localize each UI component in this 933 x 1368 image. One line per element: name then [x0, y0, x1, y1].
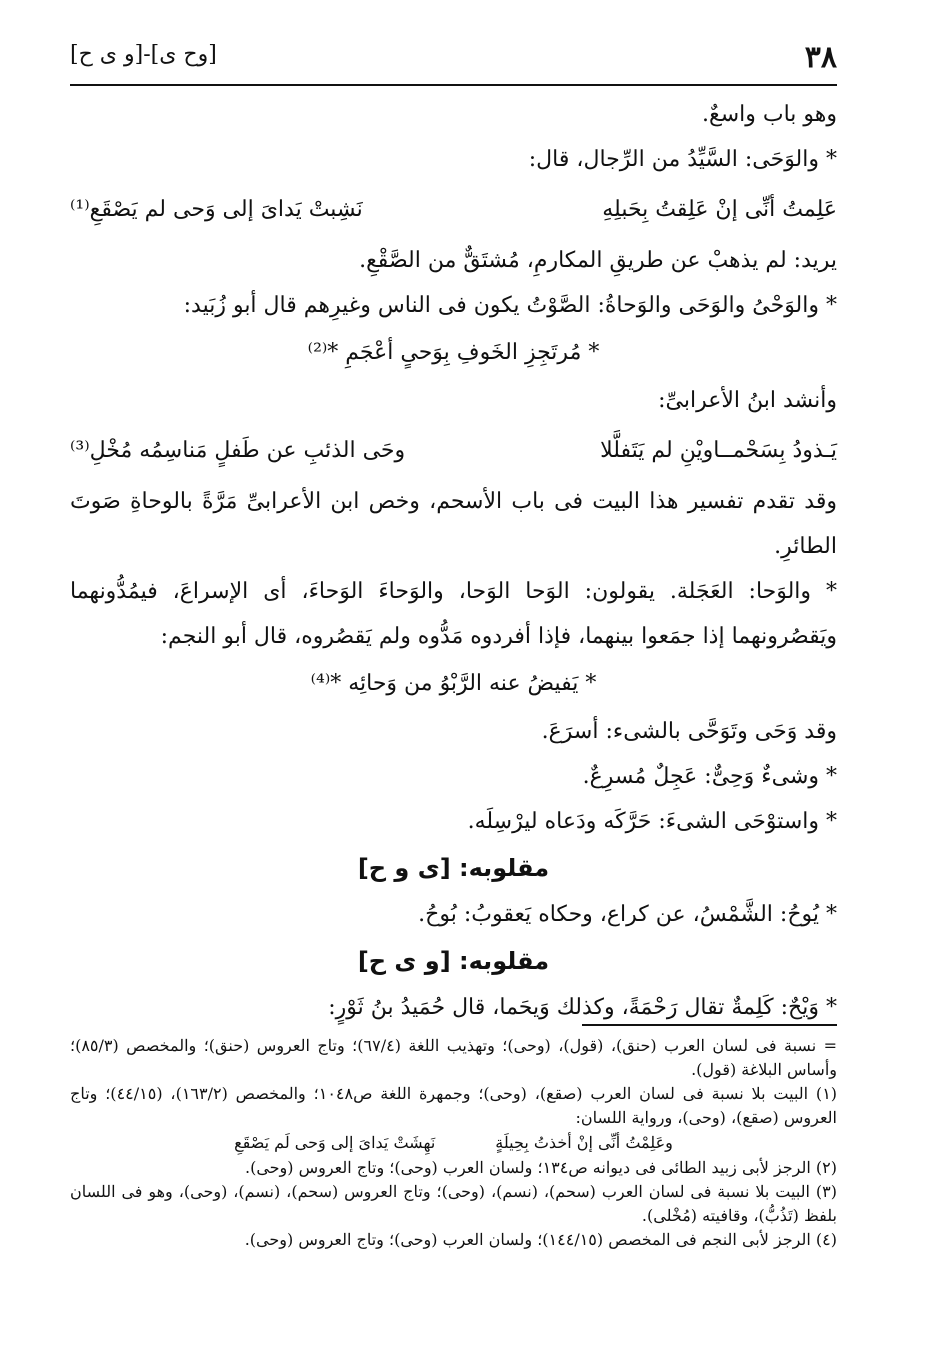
- entry-line: * وَيْحٌ: كَلِمةٌ تقال رَحْمَةً، وكذلك وَيحَما، قال حُمَيدُ بنُ ثَوْرٍ:: [328, 995, 837, 1020]
- entry-paragraph: * والوَحا: العَجَلة. يقولون: الوَحا الوَحا، والوَحاءَ الوَحاءَ، أى الإسراعَ، فيمُدُّونهما ويَقصُرونهما إذا جمَعوا بينهما، فإذا أفردوه مَدُّوه ولم يَقصُروه، قال أبو النجم:: [70, 579, 837, 649]
- entry-line: * وشىءٌ وَحِىٌّ: عَجِلٌ مُسرِعٌ.: [582, 764, 837, 789]
- verse-first-hemistich: يَـذودُ بِسَحْمــاويْنِ لم يَتَفلَّلا: [600, 438, 837, 463]
- entry-line: * والوَحْىُ والوَحَى والوَحاةُ: الصَّوْتُ يكون فى الناس وغيرِهم قال أبو زُبَيد:: [183, 293, 837, 318]
- text-line: وأنشد ابنُ الأعرابىِّ:: [658, 388, 837, 413]
- text-paragraph: وقد تقدم تفسير هذا البيت فى باب الأسحم، وخص ابن الأعرابىِّ مَرَّةً بالوحاةِ صَوتَ الطائرِ.: [70, 489, 837, 559]
- verse-line: [70, 423, 837, 479]
- rajaz-line: * مُرتَجِزِ الخَوفِ بِوَحىٍ أعْجَمِ *⁽²⁾: [307, 340, 600, 365]
- rajaz-line: * يَفيضُ عنه الرَّبْوُ من وَحائِه *⁽⁴⁾: [310, 671, 597, 696]
- footnote-1: (١) البيت بلا نسبة فى لسان العرب (صقع)، (وحى)؛ وجمهرة اللغة ص١٠٤٨؛ والمخصص (١٦٣/٢)، (٤٤/١٥)؛ وتاج العروس (صقع)، (وحى)، ورواية اللسان:: [70, 1084, 838, 1127]
- text-line: وقد وَحَى وتَوَحَّى بالشىء: أسرَعَ.: [541, 719, 837, 744]
- entry-line: * واستوْحَى الشىءَ: حَرَّكَه ودَعاه ليرْسِلَه.: [467, 809, 837, 834]
- footnote-verse-second: نَهِشَتْ يَداىَ إلى وَحى لَم يَصْقَعِ: [234, 1133, 436, 1152]
- footnote-verse: [70, 1130, 837, 1156]
- footnotes: [70, 1034, 837, 1252]
- main-text: [70, 92, 837, 1030]
- page-number: ٣٨: [804, 40, 837, 75]
- footnote-rule: [582, 1024, 837, 1026]
- footnote-4: (٤) الرجز لأبى النجم فى المخصص (١٤٤/١٥)؛ ولسان العرب (وحى)؛ وتاج العروس (وحى).: [244, 1230, 837, 1249]
- verse-second-hemistich: وحَى الذئبِ عن طَفلٍ مَناسِمُه مُخْلِ⁽³⁾: [70, 438, 406, 463]
- running-head: [وح ى]-[و ى ح]: [70, 42, 217, 67]
- entry-line: * يُوحُ: الشَّمْسُ، عن كراع، وحكاه يَعقوبُ: بُوحُ.: [418, 902, 837, 927]
- page-header: [70, 40, 837, 80]
- footnote-2: (٢) الرجز لأبى زبيد الطائى فى ديوانه ص١٣٤؛ ولسان العرب (وحى)؛ وتاج العروس (وحى).: [244, 1158, 837, 1177]
- text-line: وهو باب واسعٌ.: [702, 102, 837, 127]
- header-rule: [70, 84, 837, 86]
- section-heading: مقلوبه: [ى و ح]: [357, 854, 550, 882]
- verse-line: [70, 182, 837, 238]
- verse-second-hemistich: نَشِبتْ يَداىَ إلى وَحى لم يَصْقَعِ⁽¹⁾: [70, 197, 363, 222]
- entry-line: * والوَحَى: السَّيِّدُ من الرِّجال، قال:: [528, 147, 837, 172]
- verse-first-hemistich: عَلِمتُ أنِّى إنْ عَلِقتُ بِحَبلِهِ: [602, 197, 837, 222]
- text-line: يريد: لم يذهبْ عن طريقِ المكارمِ، مُشتَقٌّ من الصَّقْعِ.: [359, 248, 837, 273]
- footnote-continuation: = نسبة فى لسان العرب (حنق)، (قول)، (وحى)؛ وتهذيب اللغة (٦٧/٤)؛ وتاج العروس (حنق)؛ والمخصص (٨٥/٣)؛ وأساس البلاغة (قول).: [70, 1036, 837, 1079]
- footnote-3: (٣) البيت بلا نسبة فى لسان العرب (سحم)، (نسم)، (وحى)؛ وتاج العروس (سحم)، (نسم)، (وحى)، وهو فى اللسان بلفظ (تَذُبُّ)، وقافيته (مُخْلى).: [70, 1182, 837, 1225]
- section-heading: مقلوبه: [و ى ح]: [357, 947, 550, 975]
- footnote-verse-first: وعَلِمْتُ أنِّى إنْ أخذتُ بِحِيلَةٍ: [495, 1133, 673, 1152]
